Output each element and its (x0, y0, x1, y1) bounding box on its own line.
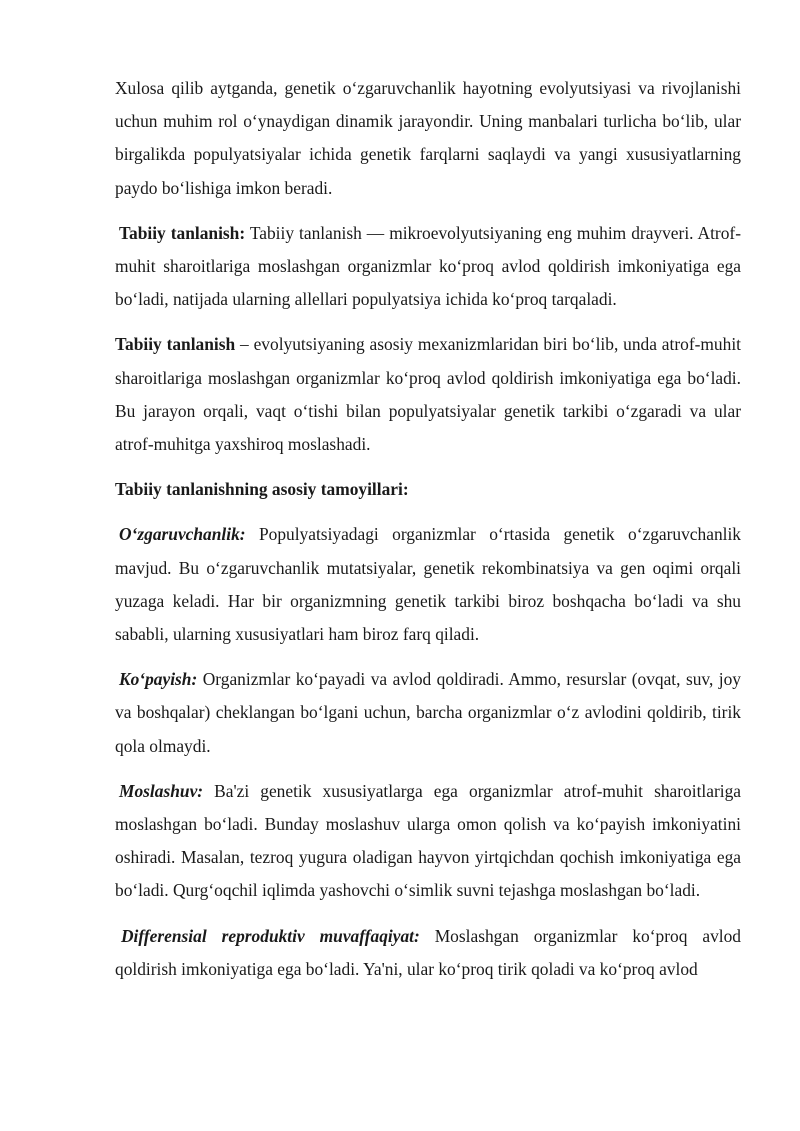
paragraph-text: – evolyutsiyaning asosiy mexanizmlaridan biri bo‘lib, unda atrof-muhit sharoitlariga moslashgan organizmlar ko‘proq avlod qoldirish imkoniyatiga ega bo‘ladi. Bu jarayon orqali, vaqt o‘tishi bilan populyatsiyalar genetik tarkibi o‘zgaradi va ular atrof-muhitga yaxshiroq moslashadi. (115, 334, 741, 455)
principle-reproduction (115, 663, 741, 763)
principle-text: Populyatsiyadagi organizmlar o‘rtasida genetik o‘zgaruvchanlik mavjud. Bu o‘zgaruvchanlik mutatsiyalar, genetik rekombinatsiya va gen oqimi orqali yuzaga keladi. Har bir organizmning genetik tarkibi biroz boshqacha bo‘ladi va shu sababli, ularning xususiyatlari ham biroz farq qiladi. (115, 524, 741, 645)
paragraph-lead-term: Tabiiy tanlanish: (119, 222, 246, 243)
paragraph-natural-selection-definition (115, 328, 741, 461)
paragraph-text: Tabiiy tanlanish — mikroevolyutsiyaning eng muhim drayveri. Atrof-muhit sharoitlariga moslashgan organizmlar ko‘proq avlod qoldirish imkoniyatiga ega bo‘ladi, natijada ularning allellari populyatsiya ichida ko‘proq tarqaladi. (115, 222, 741, 310)
principle-term: O‘zgaruvchanlik: (119, 524, 246, 545)
principle-text: Ba'zi genetik xususiyatlarga ega organizmlar atrof-muhit sharoitlariga moslashgan bo‘ladi. Bunday moslashuv ularga omon qolish va ko‘payish imkoniyatini oshiradi. Masalan, tezroq yugura oladigan hayvon yirtqichdan qochish imkoniyatiga ega bo‘ladi. Qurg‘oqchil iqlimda yashovchi o‘simlik suvni tejashga moslashgan bo‘ladi. (115, 780, 741, 901)
principle-differential-reproduction (115, 920, 741, 986)
paragraph-natural-selection-driver (115, 217, 741, 317)
principle-term: Ko‘payish: (119, 669, 198, 690)
principle-term: Differensial reproduktiv muvaffaqiyat: (121, 925, 420, 946)
paragraph-conclusion (115, 72, 741, 205)
principle-text: Moslashgan organizmlar ko‘proq avlod qoldirish imkoniyatiga ega bo‘ladi. Ya'ni, ular ko‘proq tirik qoladi va ko‘proq avlod (115, 925, 741, 979)
section-heading: Tabiiy tanlanishning asosiy tamoyillari: (115, 479, 409, 500)
principle-text: Organizmlar ko‘payadi va avlod qoldiradi. Ammo, resurslar (ovqat, suv, joy va boshqalar) cheklangan bo‘lgani uchun, barcha organizmlar o‘z avlodini qoldirib, tirik qola olmaydi. (115, 669, 741, 756)
principle-variation (115, 518, 741, 651)
principle-adaptation (115, 775, 741, 908)
paragraph-lead-term: Tabiiy tanlanish (115, 334, 236, 355)
document-page (115, 72, 741, 998)
principle-term: Moslashuv: (119, 780, 204, 801)
paragraph-text: Xulosa qilib aytganda, genetik o‘zgaruvchanlik hayotning evolyutsiyasi va rivojlanishi uchun muhim rol o‘ynaydigan dinamik jarayondir. Uning manbalari turlicha bo‘lib, ular birgalikda populyatsiyalar ichida genetik farqlarni saqlaydi va yangi xususiyatlarning paydo bo‘lishiga imkon beradi. (115, 78, 741, 198)
